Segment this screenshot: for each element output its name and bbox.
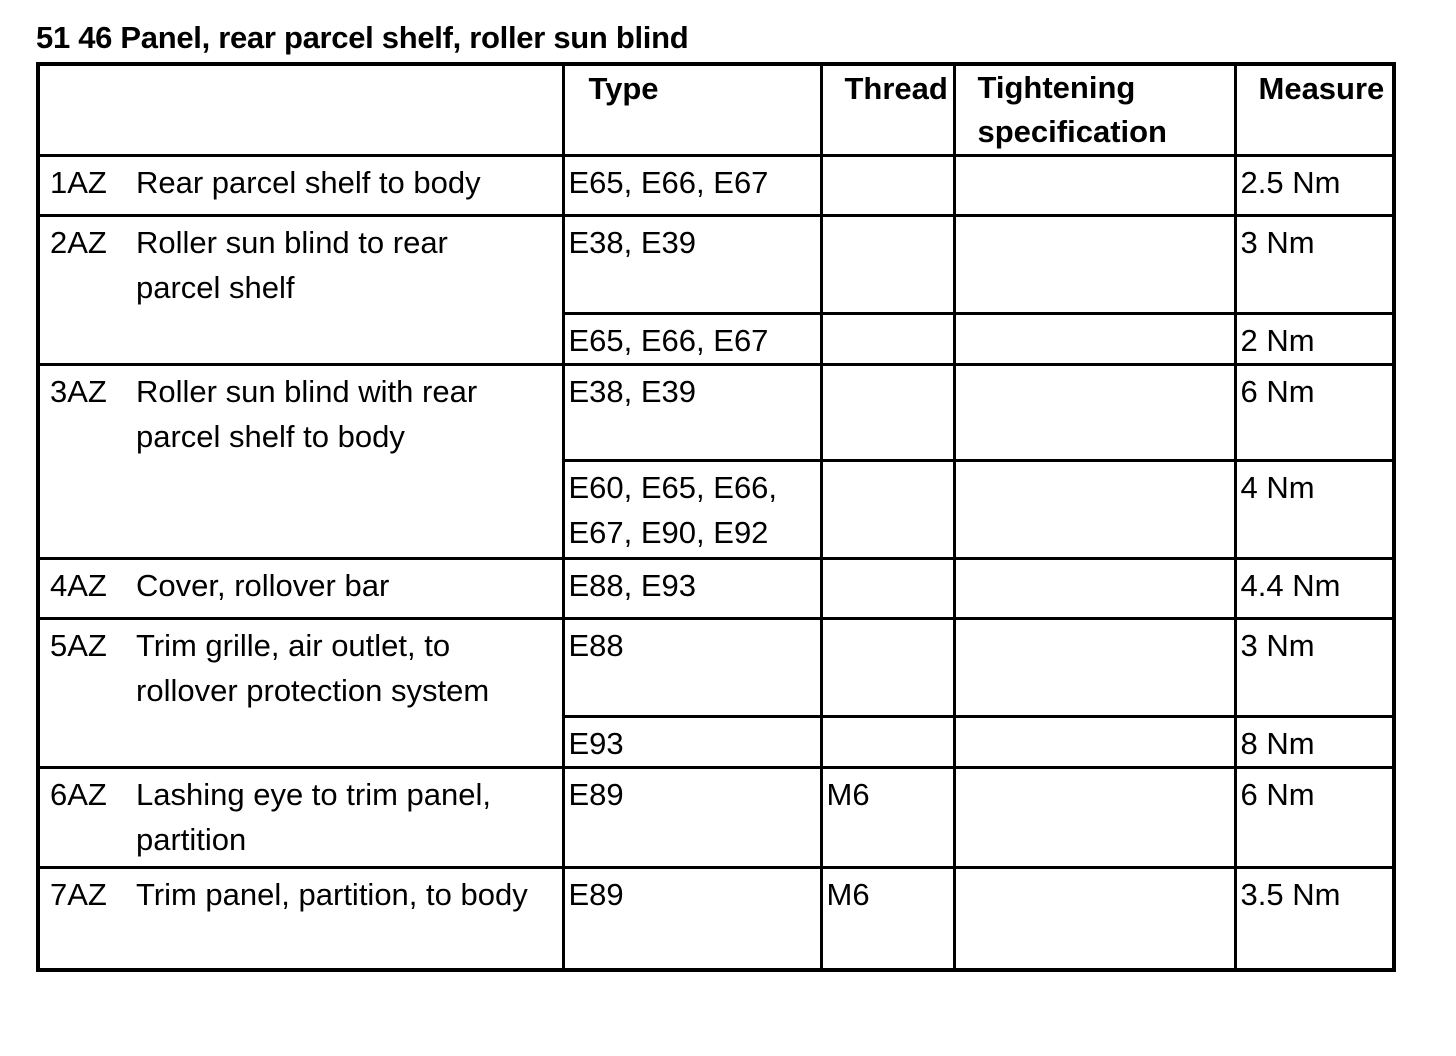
thread-cell: M6 <box>821 868 954 970</box>
type-cell: E38, E39 <box>563 365 821 461</box>
tightening-cell <box>954 216 1235 314</box>
tightening-cell <box>954 461 1235 559</box>
item-description: Lashing eye to trim panel, partition <box>136 777 491 857</box>
item-id: 2AZ <box>50 225 107 260</box>
thread-cell <box>821 216 954 314</box>
thread-cell <box>821 619 954 717</box>
page-title: 51 46 Panel, rear parcel shelf, roller sun blind <box>36 20 689 55</box>
thread-cell <box>821 461 954 559</box>
type-cell: E89 <box>563 868 821 970</box>
tightening-cell <box>954 156 1235 216</box>
type-cell: E65, E66, E67 <box>563 156 821 216</box>
measure-cell: 6 Nm <box>1235 768 1394 868</box>
item-description: Rear parcel shelf to body <box>136 165 481 200</box>
measure-cell: 3.5 Nm <box>1235 868 1394 970</box>
table-row <box>38 619 1394 717</box>
item-cell <box>38 216 563 365</box>
torque-spec-table <box>36 62 1396 972</box>
measure-cell: 8 Nm <box>1235 717 1394 768</box>
tightening-cell <box>954 365 1235 461</box>
item-description: Trim panel, partition, to body <box>136 877 528 912</box>
item-description: Cover, rollover bar <box>136 568 390 603</box>
item-cell <box>38 559 563 619</box>
item-id: 5AZ <box>50 628 107 663</box>
table-row <box>38 559 1394 619</box>
item-cell <box>38 868 563 970</box>
type-cell: E93 <box>563 717 821 768</box>
table-row <box>38 868 1394 970</box>
table-row <box>38 768 1394 868</box>
item-cell <box>38 156 563 216</box>
type-cell: E89 <box>563 768 821 868</box>
item-id: 1AZ <box>50 165 107 200</box>
table-row <box>38 216 1394 314</box>
thread-cell <box>821 314 954 365</box>
item-cell <box>38 768 563 868</box>
item-cell <box>38 365 563 559</box>
thread-cell <box>821 717 954 768</box>
tightening-cell <box>954 314 1235 365</box>
tightening-cell <box>954 619 1235 717</box>
header-item <box>38 64 563 156</box>
item-cell <box>38 619 563 768</box>
item-description: Roller sun blind with rear parcel shelf to body <box>136 374 478 454</box>
thread-cell: M6 <box>821 768 954 868</box>
item-description: Roller sun blind to rear parcel shelf <box>136 225 448 305</box>
header-measure: Measure <box>1235 64 1394 156</box>
type-cell: E65, E66, E67 <box>563 314 821 365</box>
thread-cell <box>821 156 954 216</box>
tightening-cell <box>954 717 1235 768</box>
table-row <box>38 156 1394 216</box>
measure-cell: 2.5 Nm <box>1235 156 1394 216</box>
item-id: 3AZ <box>50 374 107 409</box>
item-id: 7AZ <box>50 877 107 912</box>
type-cell: E60, E65, E66, E67, E90, E92 <box>563 461 821 559</box>
table-row <box>38 365 1394 461</box>
type-cell: E88, E93 <box>563 559 821 619</box>
measure-cell: 2 Nm <box>1235 314 1394 365</box>
measure-cell: 3 Nm <box>1235 216 1394 314</box>
header-type: Type <box>563 64 821 156</box>
item-description: Trim grille, air outlet, to rollover protection system <box>136 628 490 708</box>
thread-cell <box>821 559 954 619</box>
item-id: 4AZ <box>50 568 107 603</box>
measure-cell: 6 Nm <box>1235 365 1394 461</box>
type-cell: E88 <box>563 619 821 717</box>
tightening-cell <box>954 768 1235 868</box>
item-id: 6AZ <box>50 777 107 812</box>
tightening-cell <box>954 868 1235 970</box>
thread-cell <box>821 365 954 461</box>
header-thread: Thread <box>821 64 954 156</box>
measure-cell: 4 Nm <box>1235 461 1394 559</box>
tightening-cell <box>954 559 1235 619</box>
measure-cell: 4.4 Nm <box>1235 559 1394 619</box>
table-header-row <box>38 64 1394 156</box>
measure-cell: 3 Nm <box>1235 619 1394 717</box>
type-cell: E38, E39 <box>563 216 821 314</box>
header-tightening: Tightening specification <box>954 64 1235 156</box>
